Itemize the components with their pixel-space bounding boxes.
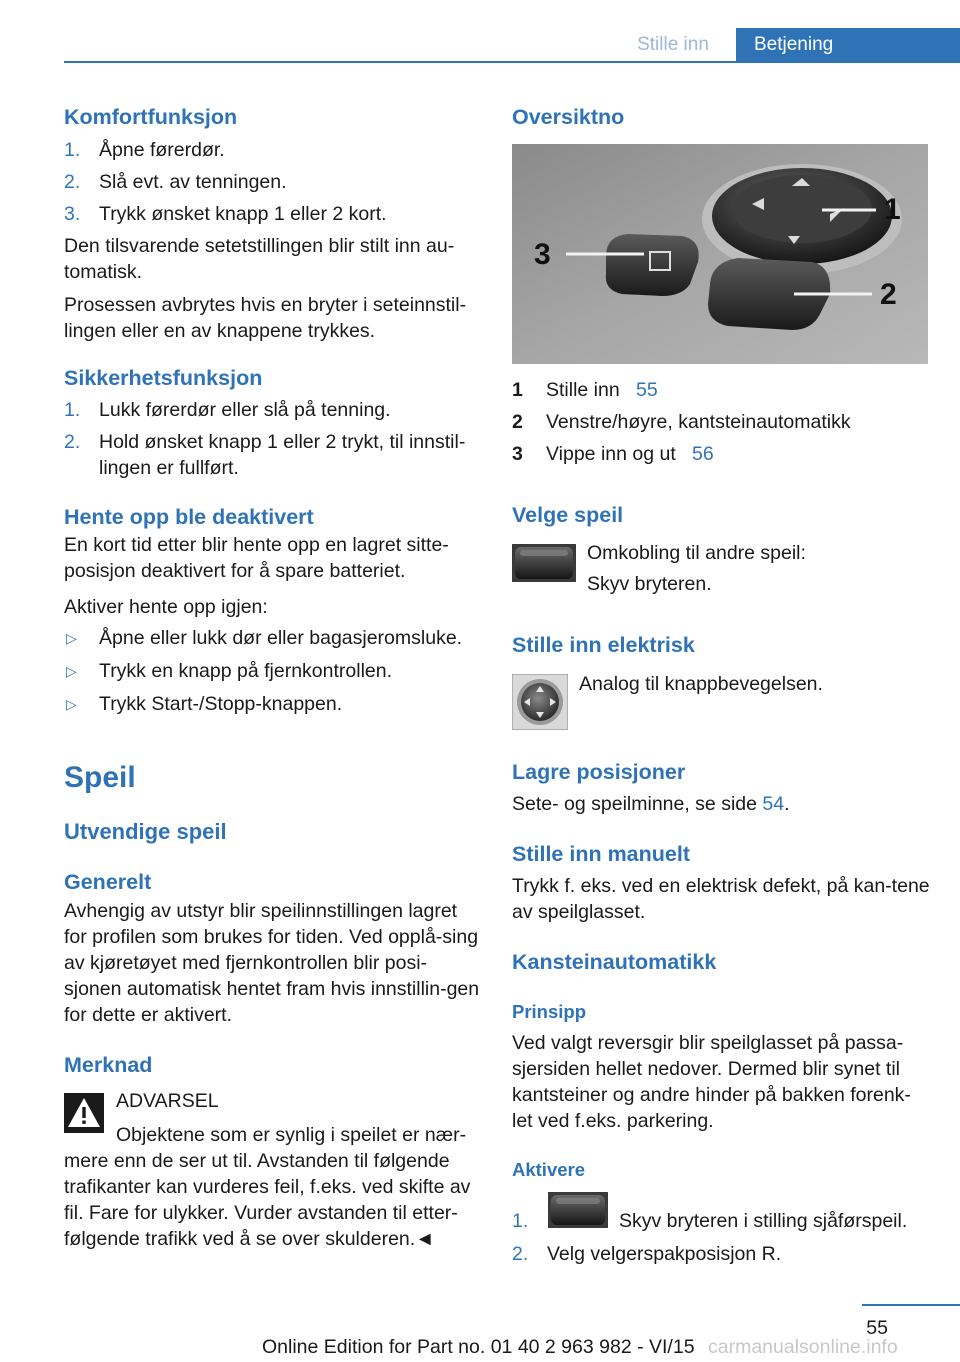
bullet-text: Trykk Start-/Stopp-knappen.: [99, 693, 343, 715]
switch-icon: [512, 544, 576, 582]
list-item: [64, 137, 484, 169]
warning-title: ADVARSEL: [116, 1090, 219, 1112]
heading-generelt: Generelt: [64, 870, 152, 894]
step-number: 2.: [64, 431, 81, 453]
warning-icon: [64, 1093, 104, 1133]
list-item: [512, 441, 930, 473]
page-number: 55: [866, 1317, 888, 1339]
watermark-text: carmanualsonline.info: [708, 1336, 898, 1358]
edition-text: Online Edition for Part no. 01 40 2 963 982 - VI/15: [262, 1336, 695, 1358]
paragraph: Ved valgt reversgir blir speilglasset på passa‐sjersiden hellet nedover. Dermed blir synet til kantsteiner og andre hinder på bakken forenk‐let ved f.eks. parkering.: [512, 1032, 911, 1132]
step-text: Velg velgerspakposisjon R.: [547, 1243, 782, 1265]
bullet-text: Åpne eller lukk dør eller bagasjeromsluke.: [99, 627, 463, 649]
list-item: [64, 429, 484, 481]
legend-text: Vippe inn og ut: [546, 443, 676, 465]
list-item: [64, 169, 484, 201]
step-text: Lukk førerdør eller slå på tenning.: [99, 399, 391, 421]
step-number: 1.: [64, 139, 81, 161]
photo-label-3: 3: [534, 238, 551, 271]
list-item: [64, 658, 484, 691]
heading-hente-opp: Hente opp ble deaktivert: [64, 505, 314, 529]
heading-prinsipp: Prinsipp: [512, 1001, 587, 1022]
heading-stille-inn-manuelt: Stille inn manuelt: [512, 842, 690, 866]
sikkerhet-steps: [64, 397, 484, 481]
paragraph: Den tilsvarende setetstillingen blir stilt inn au‐tomatisk.: [64, 235, 455, 283]
step-number: 1.: [512, 1210, 529, 1232]
heading-oversikt: Oversiktno: [512, 105, 625, 129]
page-link[interactable]: 54: [762, 793, 785, 815]
step-text: Skyv bryteren i stilling sjåførspeil.: [619, 1210, 908, 1232]
velge-text-2: Skyv bryteren.: [587, 573, 712, 595]
heading-speil: Speil: [64, 761, 136, 794]
list-item: [64, 201, 484, 233]
aktivere-steps: [512, 1208, 930, 1274]
list-item: [512, 409, 930, 441]
list-item: [512, 1208, 930, 1241]
warning-text-first: Objektene som er synlig i speilet er nær‐: [116, 1124, 467, 1146]
header-section-label: Stille inn: [637, 34, 709, 55]
paragraph: Trykk f. eks. ved en elektrisk defekt, på kan‐tene av speilglasset.: [512, 875, 930, 923]
step-number: 3.: [64, 203, 81, 225]
komfort-steps: [64, 137, 484, 233]
page-link[interactable]: 55: [635, 379, 658, 401]
hente-bullets: [64, 625, 484, 724]
legend-number: 1: [512, 379, 523, 401]
heading-velge-speil: Velge speil: [512, 503, 624, 527]
triangle-bullet-icon: ▷: [66, 696, 77, 712]
legend-text: Venstre/høyre, kantsteinautomatikk: [546, 411, 851, 433]
step-text: Slå evt. av tenningen.: [99, 171, 287, 193]
bullet-text: Trykk en knapp på fjernkontrollen.: [99, 660, 393, 682]
legend-number: 2: [512, 411, 523, 433]
step-number: 1.: [64, 399, 81, 421]
triangle-bullet-icon: ▷: [66, 630, 77, 646]
heading-lagre-posisjoner: Lagre posisjoner: [512, 760, 686, 784]
footer-rule: [862, 1304, 960, 1306]
photo-label-2: 2: [880, 278, 897, 311]
paragraph: [512, 791, 930, 817]
heading-utvendige-speil: Utvendige speil: [64, 819, 227, 844]
list-item: [64, 397, 484, 429]
paragraph: Aktiver hente opp igjen:: [64, 596, 268, 618]
legend-text: Stille inn: [546, 379, 620, 401]
step-number: 2.: [512, 1243, 529, 1265]
header-rule: [64, 61, 960, 63]
heading-komfortfunksjon: Komfortfunksjon: [64, 105, 238, 129]
velge-text-1: Omkobling til andre speil:: [587, 542, 806, 564]
heading-stille-inn-elektrisk: Stille inn elektrisk: [512, 633, 695, 657]
list-item: [512, 377, 930, 409]
header-chapter-tab: Betjening: [736, 28, 960, 61]
switch-icon: [548, 1192, 608, 1228]
elektrisk-text: Analog til knappbevegelsen.: [579, 673, 823, 695]
mirror-control-photo: [512, 144, 928, 364]
step-number: 2.: [64, 171, 81, 193]
heading-aktivere: Aktivere: [512, 1159, 586, 1180]
list-item: [64, 691, 484, 724]
photo-legend: [512, 377, 930, 473]
lagre-text: Sete- og speilminne, se side: [512, 793, 763, 815]
photo-label-1: 1: [884, 193, 901, 226]
joystick-icon: [512, 674, 568, 730]
triangle-bullet-icon: ▷: [66, 663, 77, 679]
warning-text: mere enn de ser ut til. Avstanden til følgende trafikanter kan vurderes feil, f.eks. ved skifte av fil. Fare for ulykker. Vurder avstanden til etter‐følgende trafikk ved å se over skulderen.◄: [64, 1150, 471, 1250]
heading-merknad: Merknad: [64, 1053, 153, 1077]
page-link[interactable]: 56: [692, 443, 714, 465]
paragraph: Avhengig av utstyr blir speilinnstillingen lagret for profilen som brukes for tiden. Ved opplå‐sing av kjøretøyet med fjernkontrollen blir posi‐sjonen automatisk hentet fram hvis innstillin‐gen for dette er aktivert.: [64, 900, 480, 1026]
paragraph: Prosessen avbrytes hvis en bryter i seteinnstil‐lingen eller en av knappene trykkes.: [64, 294, 467, 342]
lagre-end: .: [784, 793, 790, 815]
legend-number: 3: [512, 443, 523, 465]
heading-sikkerhetsfunksjon: Sikkerhetsfunksjon: [64, 366, 263, 390]
paragraph: En kort tid etter blir hente opp en lagret sitte‐posisjon deaktivert for å spare batteriet.: [64, 534, 449, 582]
list-item: [64, 625, 484, 658]
step-text: Hold ønsket knapp 1 eller 2 trykt, til innstil‐lingen er fullført.: [99, 431, 466, 479]
step-text: Åpne førerdør.: [99, 139, 225, 161]
heading-kansteinautomatikk: Kansteinautomatikk: [512, 950, 717, 974]
step-text: Trykk ønsket knapp 1 eller 2 kort.: [99, 203, 387, 225]
list-item: [512, 1241, 930, 1274]
